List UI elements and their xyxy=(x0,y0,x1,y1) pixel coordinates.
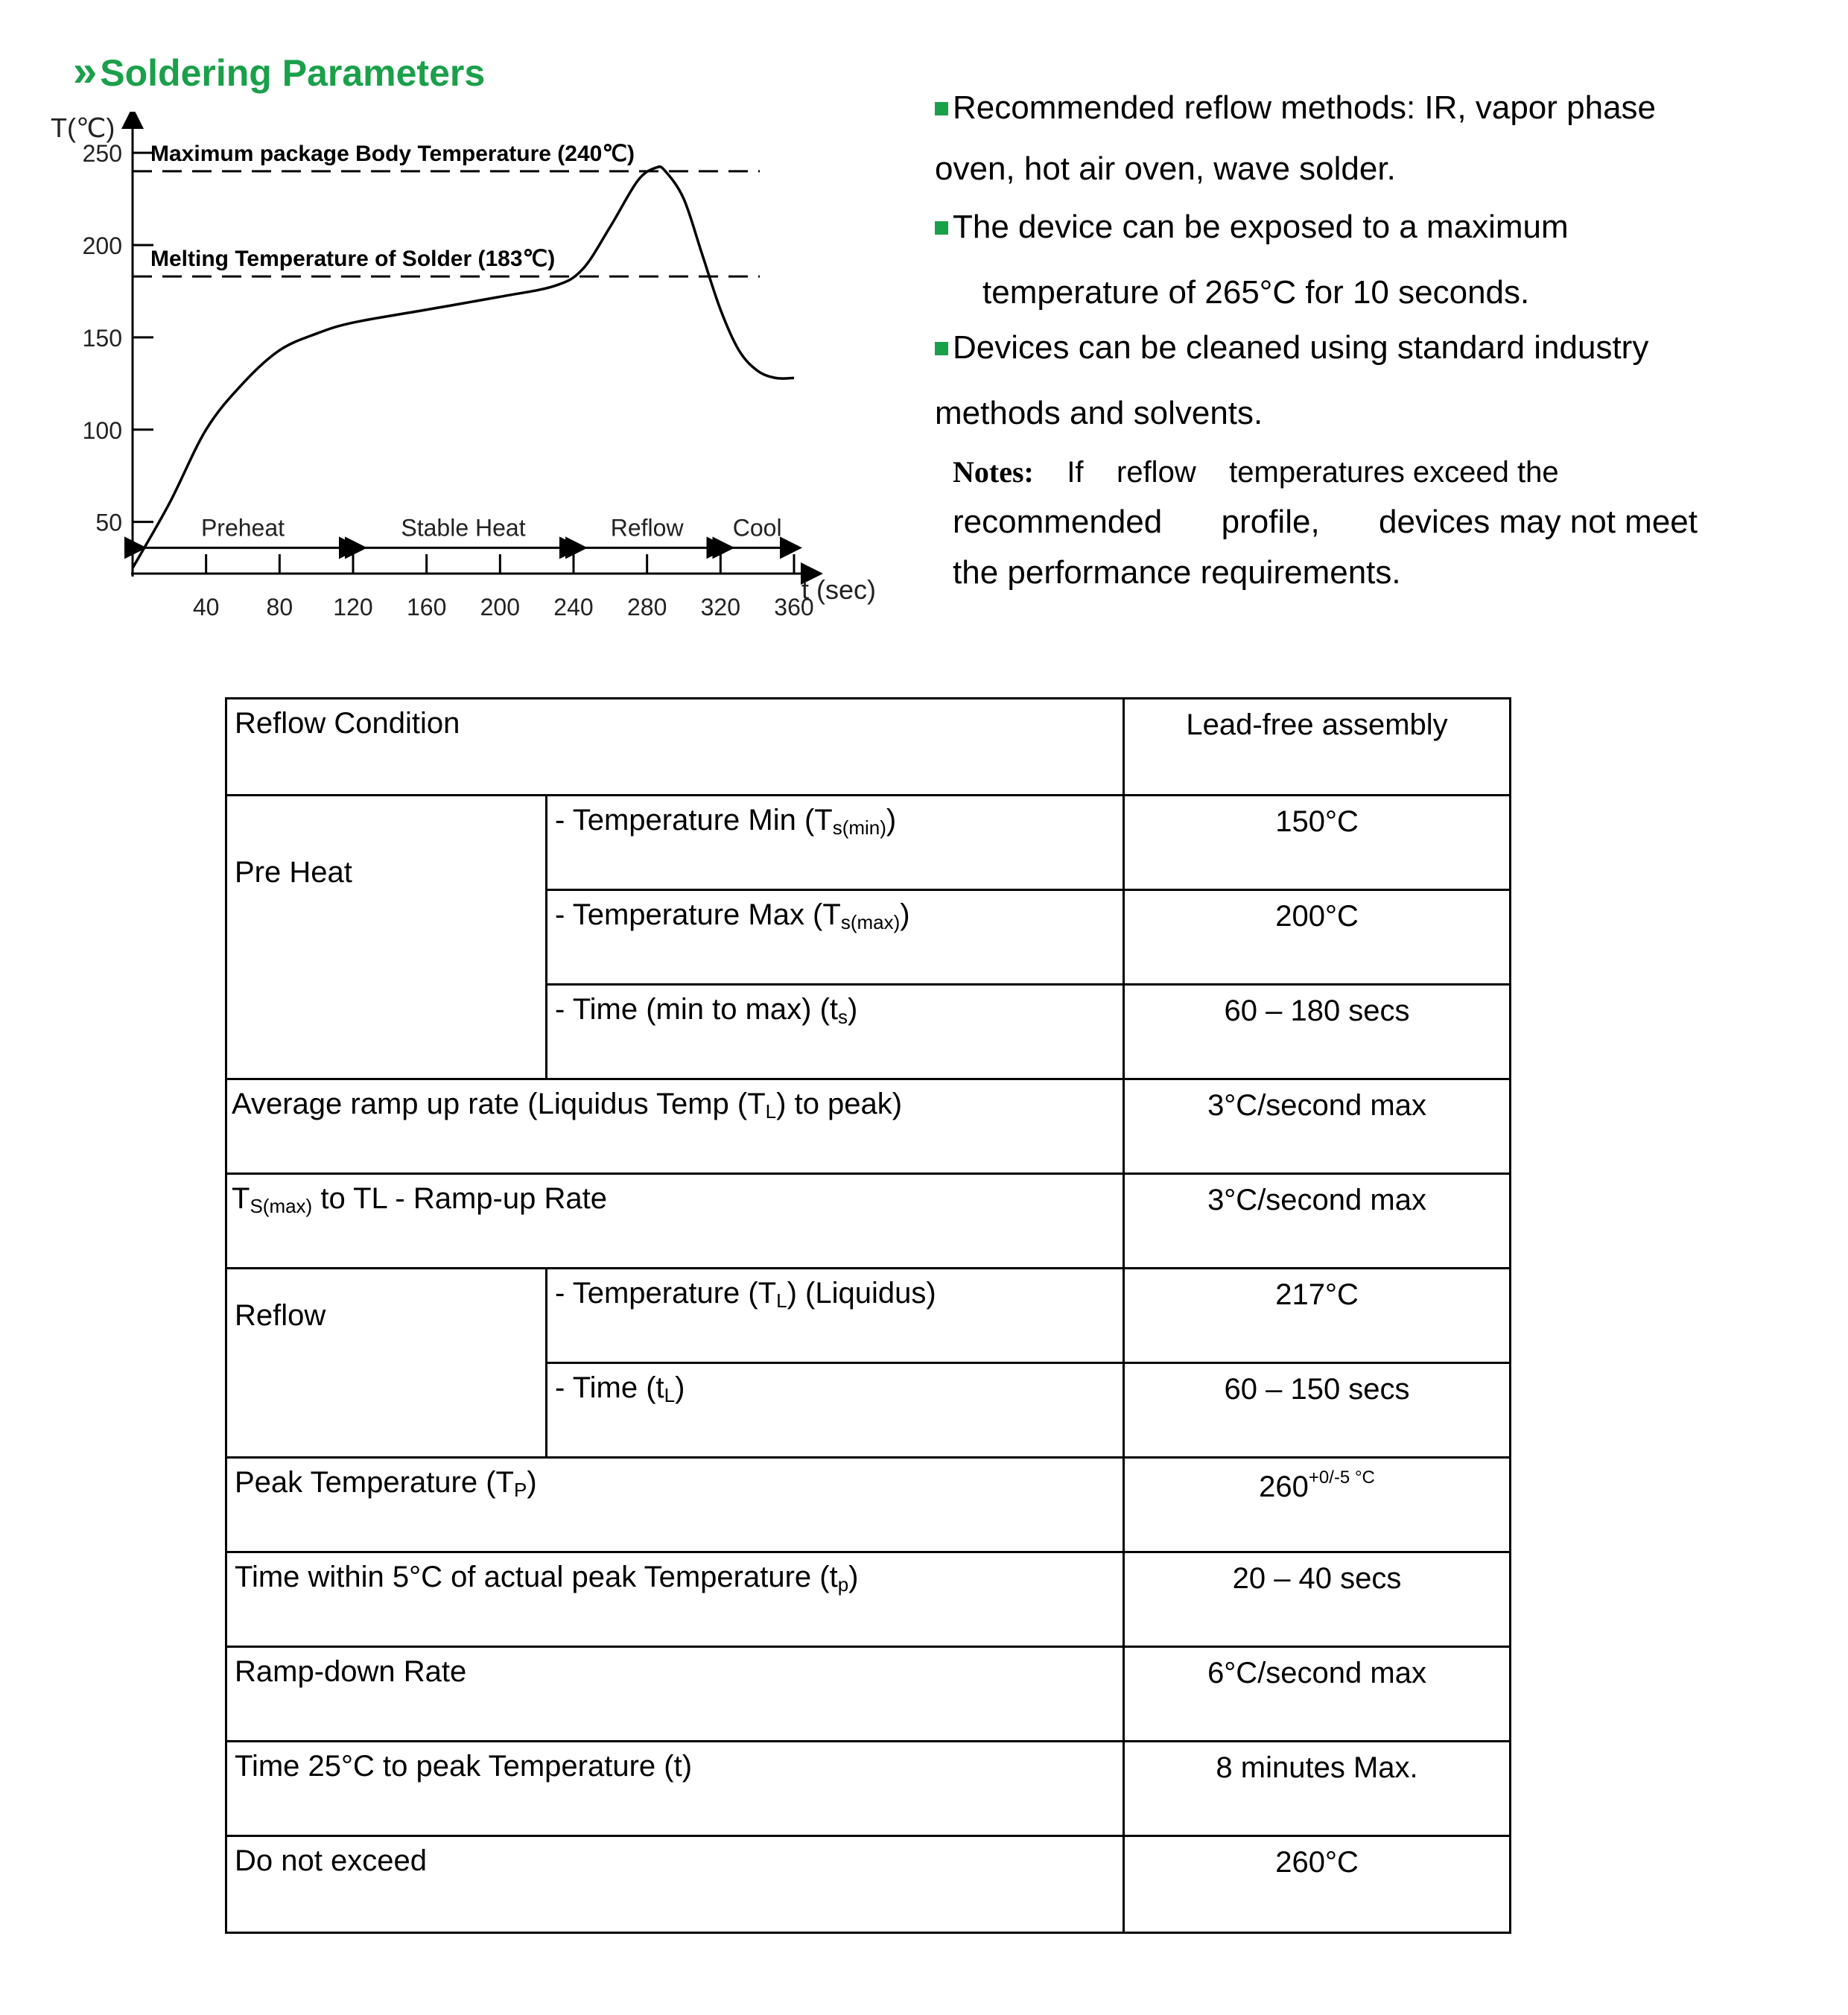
x-tick-label: 80 xyxy=(266,594,293,618)
reference-label: Maximum package Body Temperature (240℃) xyxy=(150,141,635,166)
x-tick-label: 360 xyxy=(774,594,814,618)
tsmax-tl-label: $T_{S(max)}$ to TL - Ramp-up Rate xyxy=(226,1174,1124,1269)
section-heading xyxy=(73,46,485,96)
x-tick-label: 40 xyxy=(192,594,220,618)
reflow-label: Reflow xyxy=(226,1269,547,1458)
x-axis-label: t (sec) xyxy=(801,574,877,605)
notes-line-3: the performance requirements. xyxy=(953,554,1401,591)
y-tick-label: 150 xyxy=(82,324,122,352)
ramp-value: 3°C/second max xyxy=(1124,1079,1511,1174)
ts-value: 60 – 180 secs xyxy=(1124,985,1511,1079)
y-tick-label: 100 xyxy=(82,416,122,444)
table-row xyxy=(226,1836,1511,1933)
tsmax-value: 200°C xyxy=(1124,890,1511,985)
reference-label: Melting Temperature of Solder (183℃) xyxy=(150,247,556,272)
dne-label: Do not exceed xyxy=(226,1836,1124,1933)
preheat-label: Pre Heat xyxy=(226,796,547,1079)
table-row xyxy=(226,1079,1511,1174)
bullet-2 xyxy=(935,209,1569,246)
bullet-2-text: The device can be exposed to a maximum xyxy=(953,209,1569,245)
peak-value: $260^{+0/-5 ^\circ C}$ xyxy=(1124,1458,1511,1552)
bullet-3-text: Devices can be cleaned using standard industry xyxy=(953,329,1649,366)
peak-label: Peak Temperature $(T_P)$ xyxy=(226,1458,1124,1552)
phase-label: Stable Heat xyxy=(401,514,526,542)
notes-word: reflow xyxy=(1117,456,1196,489)
notes-word: If xyxy=(1067,456,1084,489)
tl-value: 217°C xyxy=(1124,1269,1511,1363)
header-condition: Reflow Condition xyxy=(226,699,1124,796)
phase-label: Cool xyxy=(732,514,782,542)
square-bullet-icon xyxy=(935,102,948,115)
notes-word: profile, xyxy=(1221,504,1320,540)
y-tick-label: 250 xyxy=(82,140,122,168)
table-row xyxy=(226,1647,1511,1742)
reflow-profile-chart xyxy=(45,112,886,618)
rampdown-label: Ramp-down Rate xyxy=(226,1647,1124,1742)
x-tick-label: 120 xyxy=(333,594,373,618)
time-tl-label: - Time $(t_L)$ xyxy=(547,1363,1124,1458)
table-row xyxy=(226,1458,1511,1552)
temperature-profile-line xyxy=(133,167,794,568)
section-title: Soldering Parameters xyxy=(100,52,486,94)
bullet-1-text: Recommended reflow methods: IR, vapor phase xyxy=(953,89,1657,126)
phase-label: Preheat xyxy=(200,514,285,542)
notes-word: recommended xyxy=(953,504,1163,540)
header-assembly: Lead-free assembly xyxy=(1124,699,1511,796)
chevron-icon: » xyxy=(73,47,98,95)
table-row xyxy=(226,1742,1511,1836)
y-axis-label: T(℃) xyxy=(51,112,115,143)
reflow-parameters-table xyxy=(225,697,1511,1934)
time25-label: Time 25°C to peak Temperature (t) xyxy=(226,1742,1124,1836)
bullet-3 xyxy=(935,329,1648,366)
table-row xyxy=(226,1269,1511,1363)
notes-word: devices may not meet xyxy=(1379,504,1698,540)
y-tick-label: 50 xyxy=(95,509,122,536)
tsmax-tl-value: 3°C/second max xyxy=(1124,1174,1511,1269)
ramp-label: Average ramp up rate (Liquidus Temp $(T_L)$ to peak) xyxy=(226,1079,1124,1174)
rampdown-value: 6°C/second max xyxy=(1124,1647,1511,1742)
square-bullet-icon xyxy=(935,342,948,355)
bullet-1 xyxy=(935,89,1656,127)
time-tl-value: 60 – 150 secs xyxy=(1124,1363,1511,1458)
x-tick-label: 320 xyxy=(700,594,741,618)
x-tick-label: 280 xyxy=(626,594,667,618)
table-row xyxy=(226,796,1511,890)
tsmax-label: - Temperature Max $(T_{s(max)})$ xyxy=(547,890,1124,985)
time25-value: 8 minutes Max. xyxy=(1124,1742,1511,1836)
x-tick-label: 160 xyxy=(406,594,447,618)
y-tick-label: 200 xyxy=(82,232,122,260)
phase-label: Reflow xyxy=(610,514,684,542)
dne-value: 260°C xyxy=(1124,1836,1511,1933)
bullet-2-cont: temperature of 265°C for 10 seconds. xyxy=(982,274,1530,311)
square-bullet-icon xyxy=(935,221,948,235)
bullet-1-cont: oven, hot air oven, wave solder. xyxy=(935,150,1396,187)
within-value: 20 – 40 secs xyxy=(1124,1552,1511,1647)
ts-label: - Time (min to max) $(t_s)$ xyxy=(547,985,1124,1079)
table-row xyxy=(226,1174,1511,1269)
notes-label: Notes: xyxy=(953,455,1034,489)
x-tick-label: 240 xyxy=(553,594,594,618)
table-row xyxy=(226,1552,1511,1647)
tl-label: - Temperature $(T_L)$ (Liquidus) xyxy=(547,1269,1124,1363)
x-tick-label: 200 xyxy=(480,594,521,618)
notes-line-1 xyxy=(953,454,1559,489)
tsmin-label: - Temperature Min $(T_{s(min)})$ xyxy=(547,796,1124,890)
notes-line-2 xyxy=(953,504,1698,541)
tsmin-value: 150°C xyxy=(1124,796,1511,890)
notes-word: temperatures exceed the xyxy=(1229,456,1559,489)
table-row xyxy=(226,699,1511,796)
within-label: Time within 5°C of actual peak Temperature $(t_p)$ xyxy=(226,1552,1124,1647)
bullet-3-cont: methods and solvents. xyxy=(935,395,1263,431)
